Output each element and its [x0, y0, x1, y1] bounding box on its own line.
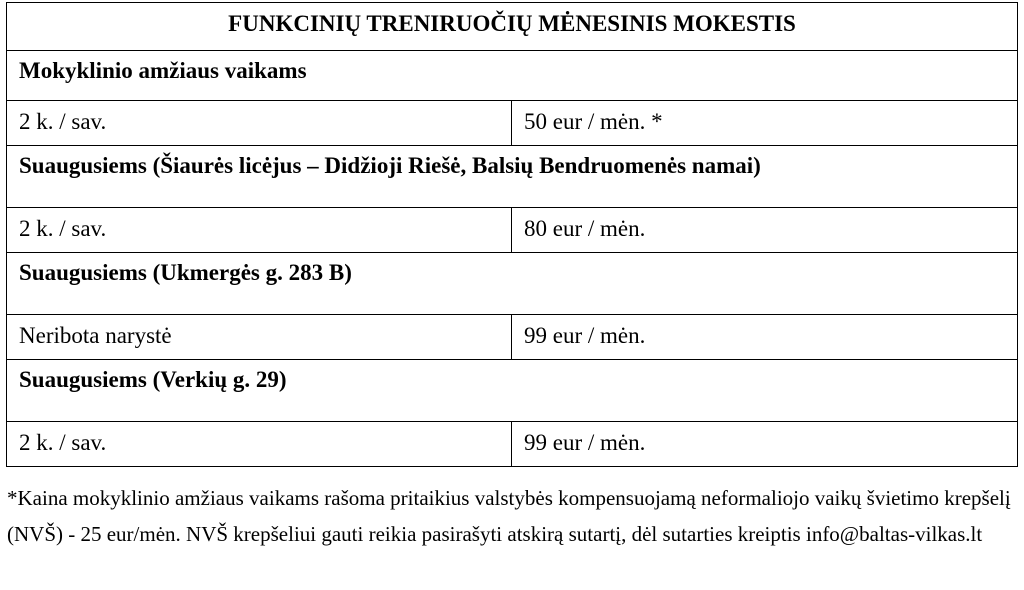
footnote: *Kaina mokyklinio amžiaus vaikams rašoma pritaikius valstybės kompensuojamą neformaliojo vaikų švietimo krepšelį (NVŠ) - 25 eur/mėn. NVŠ krepšeliui gauti reikia pasirašyti atskirą sutartį, dėl sutarties kreiptis info@baltas-vilkas.lt — [7, 486, 1011, 546]
section-heading-row — [7, 360, 1018, 422]
plan-cell: Neribota narystė — [7, 315, 512, 360]
section-heading-children: Mokyklinio amžiaus vaikams — [7, 51, 1018, 101]
price-cell: 50 eur / mėn. * — [512, 101, 1018, 146]
table-row — [7, 315, 1018, 360]
table-row — [7, 208, 1018, 253]
title-row — [7, 3, 1018, 51]
section-heading-row — [7, 51, 1018, 101]
price-table — [6, 2, 1018, 467]
plan-cell: 2 k. / sav. — [7, 208, 512, 253]
price-cell: 99 eur / mėn. — [512, 422, 1018, 467]
plan-cell: 2 k. / sav. — [7, 101, 512, 146]
price-cell: 80 eur / mėn. — [512, 208, 1018, 253]
table-row — [7, 101, 1018, 146]
table-title: FUNKCINIŲ TRENIRUOČIŲ MĖNESINIS MOKESTIS — [7, 3, 1018, 51]
plan-cell: 2 k. / sav. — [7, 422, 512, 467]
section-heading-adults-licejus: Suaugusiems (Šiaurės licėjus – Didžioji Riešė, Balsių Bendruomenės namai) — [7, 146, 1018, 208]
section-heading-adults-ukmerges: Suaugusiems (Ukmergės g. 283 B) — [7, 253, 1018, 315]
section-heading-row — [7, 253, 1018, 315]
section-heading-adults-verkiu: Suaugusiems (Verkių g. 29) — [7, 360, 1018, 422]
section-heading-row — [7, 146, 1018, 208]
price-cell: 99 eur / mėn. — [512, 315, 1018, 360]
table-row — [7, 422, 1018, 467]
